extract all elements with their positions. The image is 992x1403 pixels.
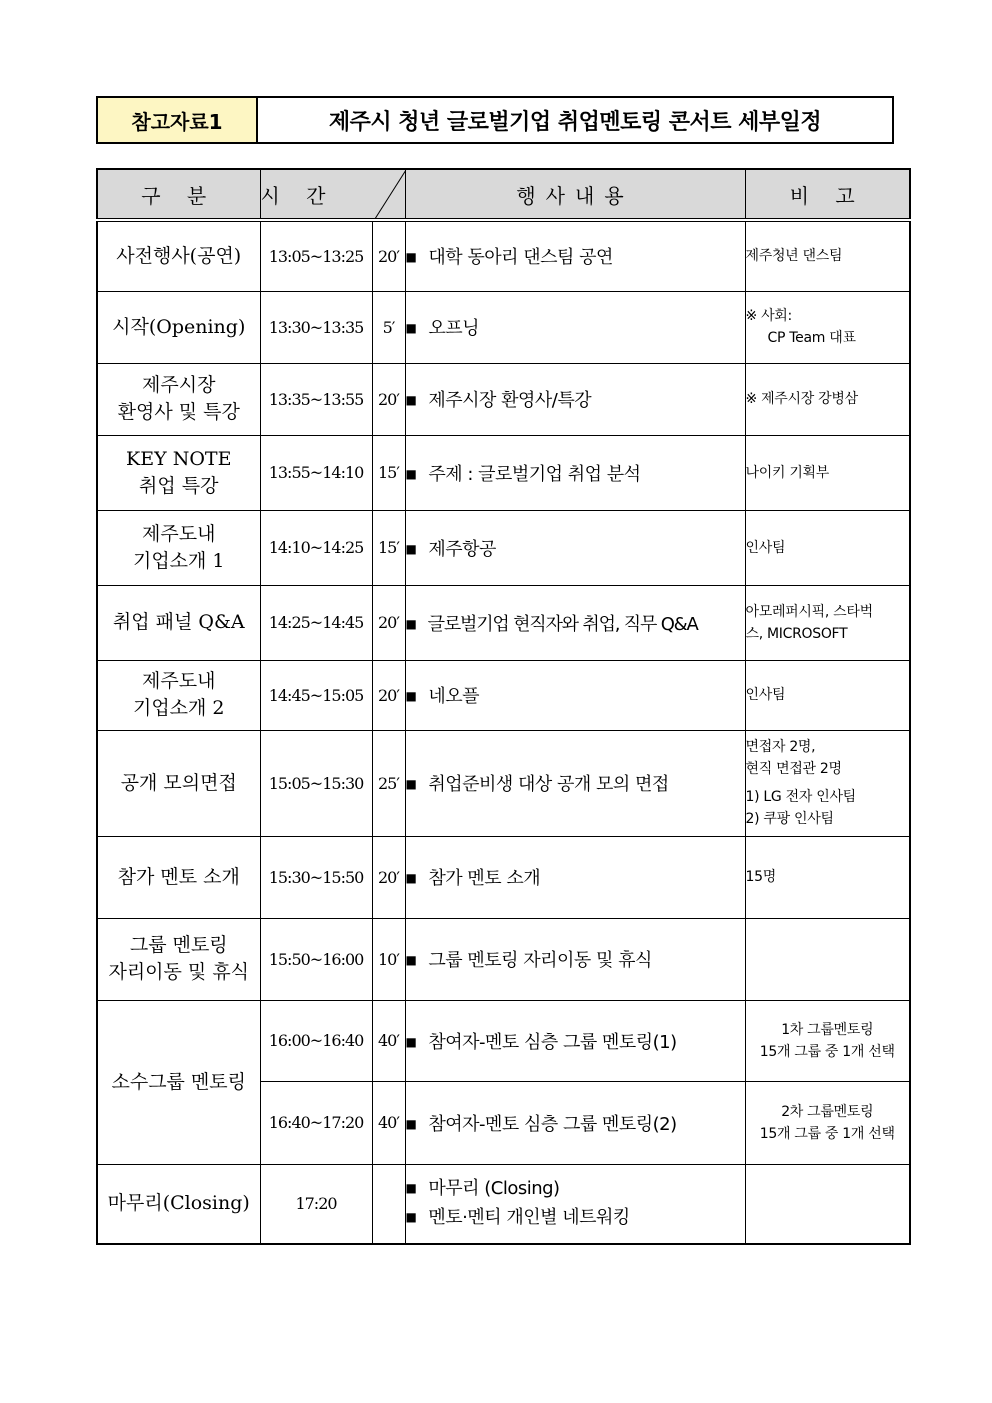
row-note: ※ 제주시장 강병삼: [745, 363, 910, 435]
row-duration: 40′: [372, 1081, 405, 1164]
row-category: KEY NOTE 취업 특강: [97, 435, 260, 510]
row-category: 참가 멘토 소개: [97, 836, 260, 918]
row-note: 인사팀: [745, 660, 910, 730]
row-content: ■ 참여자-멘토 심층 그룹 멘토링(2): [405, 1081, 745, 1164]
row-category: 제주도내 기업소개 1: [97, 510, 260, 585]
table-row: [97, 220, 910, 291]
row-content: ■ 참가 멘토 소개: [405, 836, 745, 918]
page-title: 제주시 청년 글로벌기업 취업멘토링 콘서트 세부일정: [328, 109, 822, 135]
table-row: [97, 435, 910, 510]
row-note: 인사팀: [745, 510, 910, 585]
row-duration: 20′: [372, 220, 405, 291]
row-note: 나이키 기획부: [745, 435, 910, 510]
row-time: 15:50~16:00: [260, 918, 372, 1000]
row-duration: 15′: [372, 435, 405, 510]
row-note: 1차 그룹멘토링 15개 그룹 중 1개 선택: [745, 1000, 910, 1081]
row-duration: 5′: [372, 291, 405, 363]
row-duration: [372, 1164, 405, 1244]
row-content: ■ 제주시장 환영사/특강: [405, 363, 745, 435]
table-row: [97, 510, 910, 585]
row-content: ■ 글로벌기업 현직자와 취업, 직무 Q&A: [405, 585, 745, 660]
row-note: ※ 사회: CP Team 대표: [745, 291, 910, 363]
row-time: 13:30~13:35: [260, 291, 372, 363]
table-row: [97, 660, 910, 730]
table-row: [97, 1164, 910, 1244]
row-duration: 10′: [372, 918, 405, 1000]
row-duration: 25′: [372, 730, 405, 836]
table-row: [97, 585, 910, 660]
header-content: 행사내용: [405, 169, 745, 220]
row-time: 14:10~14:25: [260, 510, 372, 585]
row-note: 2차 그룹멘토링 15개 그룹 중 1개 선택: [745, 1081, 910, 1164]
row-content: ■ 참여자-멘토 심층 그룹 멘토링(1): [405, 1000, 745, 1081]
table-row: [97, 730, 910, 836]
row-duration: 20′: [372, 660, 405, 730]
row-time: 13:05~13:25: [260, 220, 372, 291]
row-time: 17:20: [260, 1164, 372, 1244]
header-category: 구 분: [97, 169, 260, 220]
row-category: 시작(Opening): [97, 291, 260, 363]
row-content: ■ 제주항공: [405, 510, 745, 585]
title-box: [96, 96, 894, 144]
row-note: 제주청년 댄스팀: [745, 220, 910, 291]
row-content: ■ 마무리 (Closing) ■ 멘토·멘티 개인별 네트워킹: [405, 1164, 745, 1244]
header-time: 시 간: [260, 169, 405, 220]
row-time: 13:55~14:10: [260, 435, 372, 510]
row-note: [745, 918, 910, 1000]
row-duration: 20′: [372, 363, 405, 435]
row-category: 사전행사(공연): [97, 220, 260, 291]
row-content: ■ 대학 동아리 댄스팀 공연: [405, 220, 745, 291]
table-row: [97, 1000, 910, 1081]
row-note: [745, 1164, 910, 1244]
row-time: 16:00~16:40: [260, 1000, 372, 1081]
row-note: 아모레퍼시픽, 스타벅 스, MICROSOFT: [745, 585, 910, 660]
table-row: [97, 836, 910, 918]
row-category: 취업 패널 Q&A: [97, 585, 260, 660]
row-duration: 15′: [372, 510, 405, 585]
row-content: ■ 오프닝: [405, 291, 745, 363]
row-time: 14:45~15:05: [260, 660, 372, 730]
row-category: 제주시장 환영사 및 특강: [97, 363, 260, 435]
row-duration: 40′: [372, 1000, 405, 1081]
row-time: 15:30~15:50: [260, 836, 372, 918]
table-header-row: [97, 169, 910, 220]
row-note: 15명: [745, 836, 910, 918]
header-note: 비 고: [745, 169, 910, 220]
row-time: 13:35~13:55: [260, 363, 372, 435]
row-content: ■ 네오플: [405, 660, 745, 730]
schedule-table: [96, 168, 911, 1245]
row-content: ■ 그룹 멘토링 자리이동 및 휴식: [405, 918, 745, 1000]
row-time: 14:25~14:45: [260, 585, 372, 660]
row-category: 그룹 멘토링 자리이동 및 휴식: [97, 918, 260, 1000]
row-category: 제주도내 기업소개 2: [97, 660, 260, 730]
table-row: [97, 918, 910, 1000]
row-time: 15:05~15:30: [260, 730, 372, 836]
row-category: 소수그룹 멘토링: [97, 1000, 260, 1164]
table-row: [97, 363, 910, 435]
row-duration: 20′: [372, 585, 405, 660]
row-time: 16:40~17:20: [260, 1081, 372, 1164]
table-row: [97, 291, 910, 363]
reference-label: 참고자료1: [98, 98, 258, 142]
row-category: 공개 모의면접: [97, 730, 260, 836]
row-category: 마무리(Closing): [97, 1164, 260, 1244]
row-content: ■ 주제 : 글로벌기업 취업 분석: [405, 435, 745, 510]
row-content: ■ 취업준비생 대상 공개 모의 면접: [405, 730, 745, 836]
row-duration: 20′: [372, 836, 405, 918]
row-note: 면접자 2명, 현직 면접관 2명 1) LG 전자 인사팀 2) 쿠팡 인사팀: [745, 730, 910, 836]
